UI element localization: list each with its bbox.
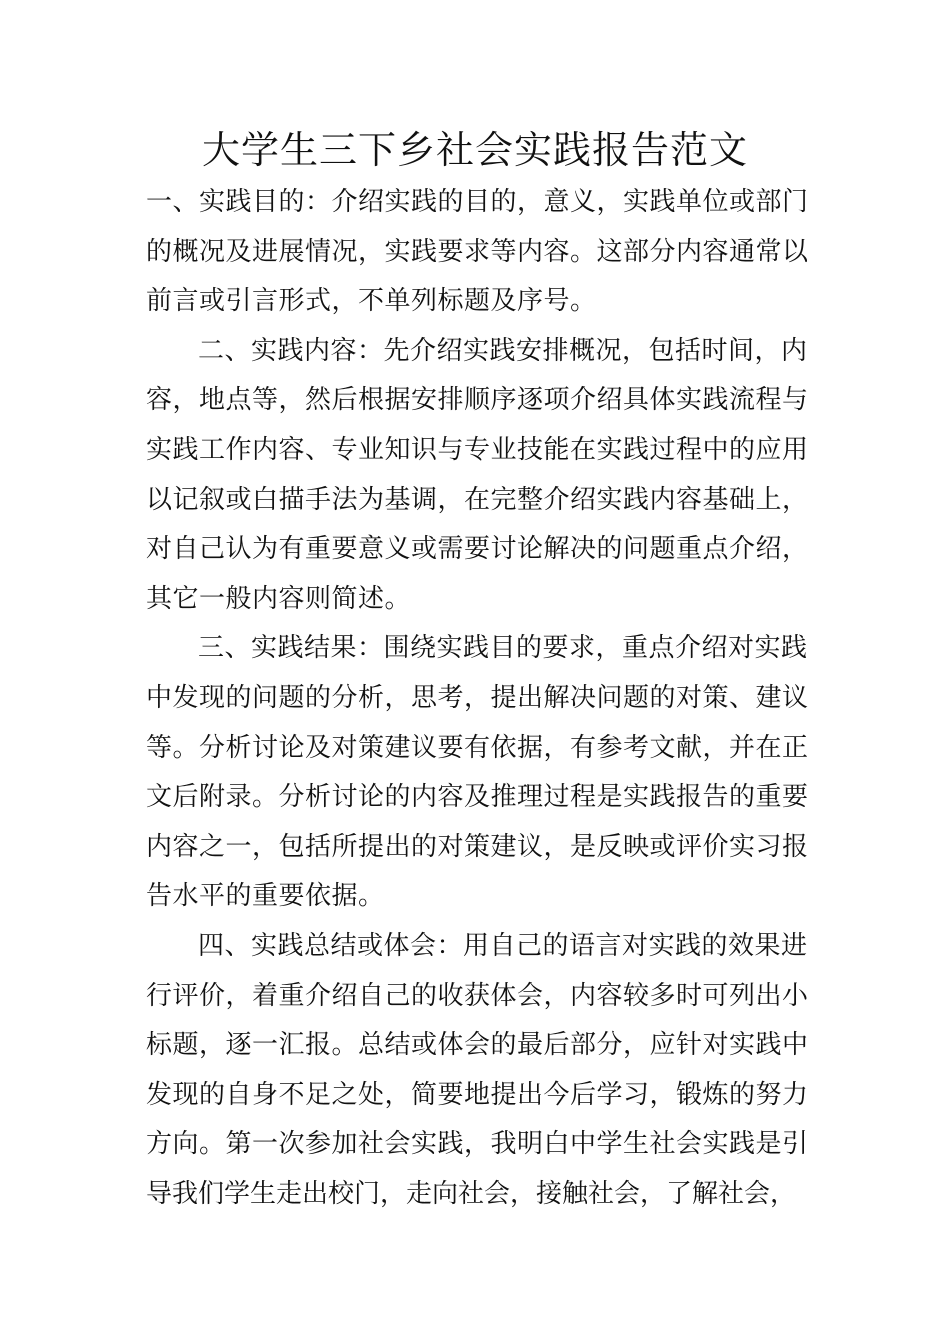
text-line: 前言或引言形式，不单列标题及序号。: [146, 286, 597, 317]
text-line: 一、实践目的：介绍实践的目的，意义，实践单位或部门: [146, 187, 809, 217]
text-line: 标题，逐一汇报。总结或体会的最后部分，应针对实践中: [146, 1030, 809, 1061]
text-line: 实践工作内容、专业知识与专业技能在实践过程中的应用: [146, 434, 809, 465]
text-line: 内容之一，包括所提出的对策建议，是反映或评价实习报: [146, 831, 809, 862]
text-line: 告水平的重要依据。: [146, 881, 385, 912]
text-line: 三、实践结果：围绕实践目的要求，重点介绍对实践: [198, 633, 808, 664]
document-body: [146, 178, 808, 1219]
text-line: 对自己认为有重要意义或需要讨论解决的问题重点介绍，: [146, 534, 809, 565]
text-line: 容，地点等，然后根据安排顺序逐项介绍具体实践流程与: [146, 385, 809, 416]
text-line: 二、实践内容：先介绍实践安排概况，包括时间，内: [198, 335, 808, 366]
text-line: 四、实践总结或体会：用自己的语言对实践的效果进: [198, 930, 808, 961]
text-line: 以记叙或白描手法为基调，在完整介绍实践内容基础上，: [146, 484, 809, 515]
text-line: 的概况及进展情况，实践要求等内容。这部分内容通常以: [146, 236, 809, 267]
text-line: 文后附录。分析讨论的内容及推理过程是实践报告的重要: [146, 782, 809, 813]
text-line: 导我们学生走出校门，走向社会，接触社会，了解社会，: [146, 1178, 797, 1209]
text-line: 中发现的问题的分析，思考，提出解决问题的对策、建议: [146, 682, 809, 713]
text-line: 等。分析讨论及对策建议要有依据，有参考文献，并在正: [146, 732, 809, 763]
document-title: 大学生三下乡社会实践报告范文: [201, 128, 748, 172]
text-line: 发现的自身不足之处，简要地提出今后学习，锻炼的努力: [146, 1079, 809, 1110]
text-line: 行评价，着重介绍自己的收获体会，内容较多时可列出小: [146, 980, 809, 1011]
text-line: 其它一般内容则简述。: [146, 583, 412, 614]
text-line: 方向。第一次参加社会实践，我明白中学生社会实践是引: [146, 1129, 809, 1160]
